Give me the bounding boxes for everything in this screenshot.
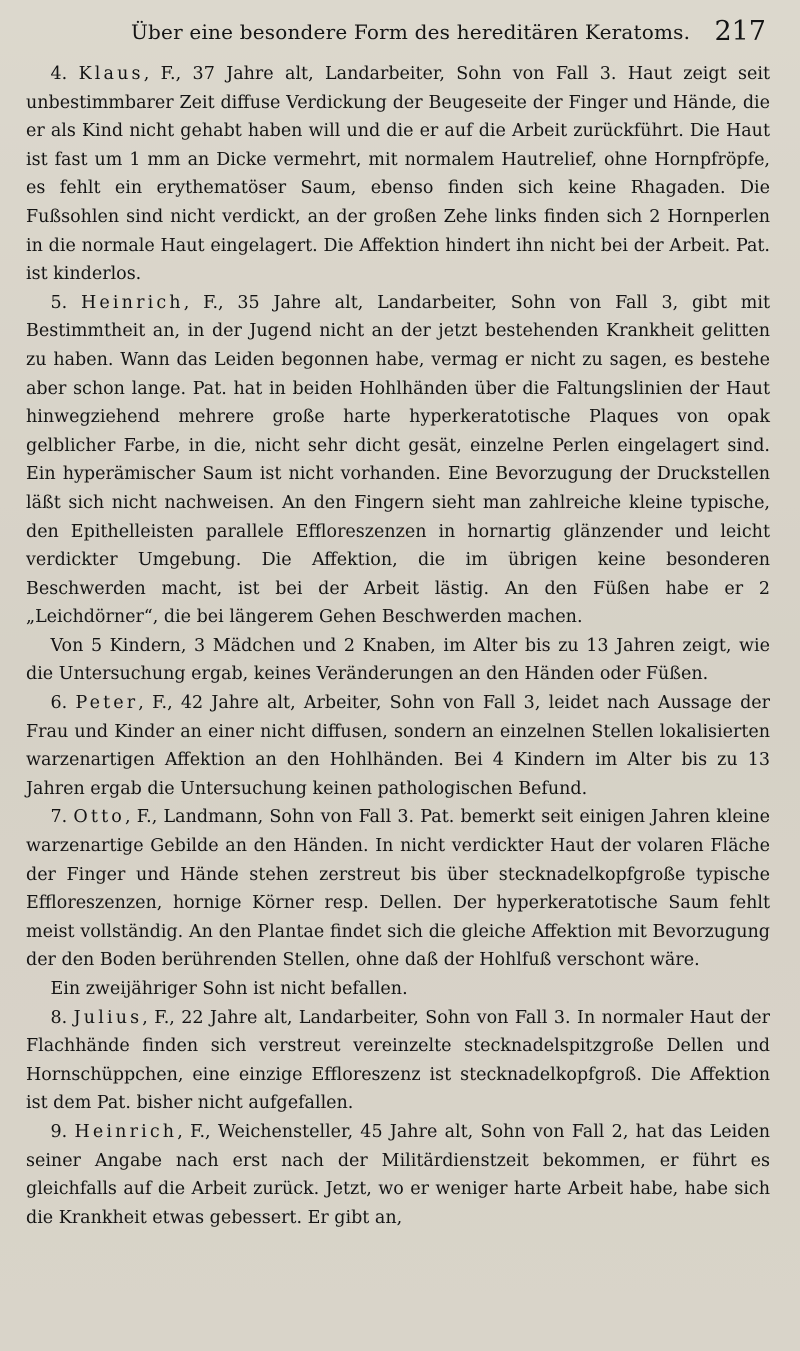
case-paragraph-7: 7. Otto, F., Landmann, Sohn von Fall 3. Pat. bemerkt seit einigen Jahren kleine warzenartige Gebilde an den Händen. In nicht verdickter Haut der volaren Fläche der Finger und Hände stehen zerstreut bis über stecknadelkopfgroße typische Effloreszenzen, hornige Körner resp. Dellen. Der hyperkeratotische Saum fehlt meist vollständig. An den Plantae findet sich die gleiche Affektion mit Bevorzugung der den Boden berührenden Stellen, ohne daß der Hohlfuß verschont wäre. xyxy=(26,807,770,971)
patient-name: Otto xyxy=(73,807,125,828)
body-text xyxy=(26,60,770,1232)
family-note-paragraph: Ein zweijähriger Sohn ist nicht befallen. xyxy=(50,979,408,999)
family-note-paragraph: Von 5 Kindern, 3 Mädchen und 2 Knaben, im Alter bis zu 13 Jahren zeigt, wie die Untersuchung ergab, keines Veränderungen an den Händen oder Füßen. xyxy=(26,635,770,685)
running-title: Über eine besondere Form des hereditären Keratoms. xyxy=(131,20,691,44)
patient-name: Peter xyxy=(75,693,139,714)
case-paragraph-6: 6. Peter, F., 42 Jahre alt, Arbeiter, Sohn von Fall 3, leidet nach Aussage der Frau und Kinder an einer nicht diffusen, sondern an einzelnen Stellen lokalisierten warzenartigen Affektion an den Hohlhänden. Bei 4 Kindern im Alter bis zu 13 Jahren ergab die Untersuchung keinen pathologischen Befund. xyxy=(26,693,770,799)
patient-name: Julius xyxy=(73,1007,143,1028)
case-paragraph-4: 4. Klaus, F., 37 Jahre alt, Landarbeiter, Sohn von Fall 3. Haut zeigt seit unbestimmbarer Zeit diffuse Verdickung der Beugeseite der Finger und Hände, die er als Kind nicht gehabt haben will und die er auf die Arbeit zurückführt. Die Haut ist fast um 1 mm an Dicke vermehrt, mit normalem Hautrelief, ohne Hornpfröpfe, es fehlt ein erythematöser Saum, ebenso finden sich keine Rhagaden. Die Fußsohlen sind nicht verdickt, an der großen Zehe links finden sich 2 Hornperlen in die normale Haut eingelagert. Die Affektion hindert ihn nicht bei der Arbeit. Pat. ist kinderlos. xyxy=(26,64,770,285)
page-number: 217 xyxy=(714,16,766,47)
patient-name: Heinrich xyxy=(74,1121,178,1142)
patient-name: Heinrich xyxy=(80,292,184,313)
case-paragraph-5: 5. Heinrich, F., 35 Jahre alt, Landarbeiter, Sohn von Fall 3, gibt mit Bestimmtheit an, in der Jugend nicht an der jetzt bestehenden Krankheit gelitten zu haben. Wann das Leiden begonnen habe, vermag er nicht zu sagen, es bestehe aber schon lange. Pat. hat in beiden Hohlhänden über die Faltungslinien der Haut hinwegziehend mehrere große harte hyperkeratotische Plaques von opak gelblicher Farbe, in die, nicht sehr dicht gesät, einzelne Perlen eingelagert sind. Ein hyperämischer Saum ist nicht vorhanden. Eine Bevorzugung der Druckstellen läßt sich nicht nachweisen. An den Fingern sieht man zahlreiche kleine typische, den Epithelleisten parallele Effloreszenzen in hornartig glänzender und leicht verdickter Umgebung. Die Affektion, die im übrigen keine besonderen Beschwerden macht, ist bei der Arbeit lästig. An den Füßen habe er 2 „Leichdörner“, die bei längerem Gehen Beschwerden machen. xyxy=(26,292,770,628)
patient-name: Klaus xyxy=(78,64,144,84)
running-head xyxy=(26,14,770,60)
case-paragraph-9: 9. Heinrich, F., Weichensteller, 45 Jahre alt, Sohn von Fall 2, hat das Leiden seiner Angabe nach erst nach der Militärdienstzeit bekommen, er führt es gleichfalls auf die Arbeit zurück. Jetzt, wo er weniger harte Arbeit habe, habe sich die Krankheit etwas gebessert. Er gibt an, xyxy=(26,1121,770,1228)
case-paragraph-8: 8. Julius, F., 22 Jahre alt, Landarbeiter, Sohn von Fall 3. In normaler Haut der Flachhände finden sich verstreut vereinzelte stecknadelspitzgroße Dellen und Hornschüppchen, eine einzige Effloreszenz ist stecknadelkopfgroß. Die Affektion ist dem Pat. bisher nicht aufgefallen. xyxy=(26,1007,770,1114)
